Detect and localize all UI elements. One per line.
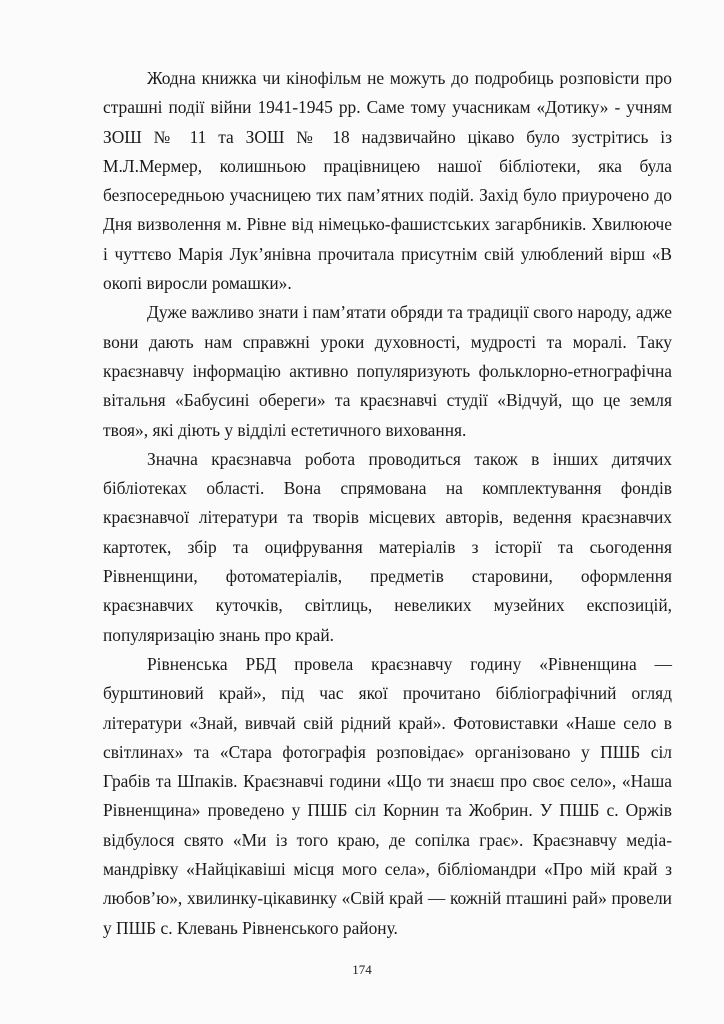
page-body <box>103 64 672 943</box>
paragraph-3: Значна краєзнавча робота проводиться також в інших дитячих бібліотеках області. Вона спрямована на комплектування фондів краєзнавчої літератури та творів місцевих авторів, ведення краєзнавчих картотек, збір та оцифрування матеріалів з історії та сьогодення Рівненщини, фотоматеріалів, предметів старовини, оформлення краєзнавчих куточків, світлиць, невеликих музейних експозицій, популяризацію знань про край. <box>103 448 672 645</box>
paragraph-2: Дуже важливо знати і пам’ятати обряди та традиції свого народу, адже вони дають нам справжні уроки духовності, мудрості та моралі. Таку краєзнавчу інформацію активно популяризують фольклорно-етнографічна вітальня «Бабусині обереги» та краєзнавчі студії «Відчуй, що це земля твоя», які діють у відділі естетичного виховання. <box>103 302 672 440</box>
page-number: 174 <box>352 962 372 977</box>
paragraph-1: Жодна книжка чи кінофільм не можуть до подробиць розповісти про страшні події війни 1941-1945 рр. Саме тому учасникам «Дотику» - учням ЗОШ № 11 та ЗОШ № 18 надзвичайно цікаво було зустрітись із М.Л.Мермер, колишньою працівницею нашої бібліотеки, яка була безпосередньою учасницею тих пам’ятних подій. Захід було приурочено до Дня визволення м. Рівне від німецько-фашистських загарбників. Хвилююче і чуттєво Марія Лук’янівна прочитала присутнім свій улюблений вірш «В окопі виросли ромашки». <box>103 68 672 294</box>
paragraph-4: Рівненська РБД провела краєзнавчу годину «Рівненщина — бурштиновий край», під час якої прочитано бібліографічний огляд літератури «Знай, вивчай свій рідний край». Фотовиставки «Наше село в світлинах» та «Стара фотографія розповідає» організовано у ПШБ сіл Грабів та Шпаків. Краєзнавчі години «Що ти знаєш про своє село», «Наша Рівненщина» проведено у ПШБ сіл Корнин та Жобрин. У ПШБ с. Оржів відбулося свято «Ми із того краю, де сопілка грає». Краєзнавчу медіа-мандрівку «Найцікавіші місця мого села», бібліомандри «Про мій край з любов’ю», хвилинку-цікавинку «Свій край — кожній пташині рай» провели у ПШБ с. Клевань Рівненського району. <box>103 653 672 938</box>
